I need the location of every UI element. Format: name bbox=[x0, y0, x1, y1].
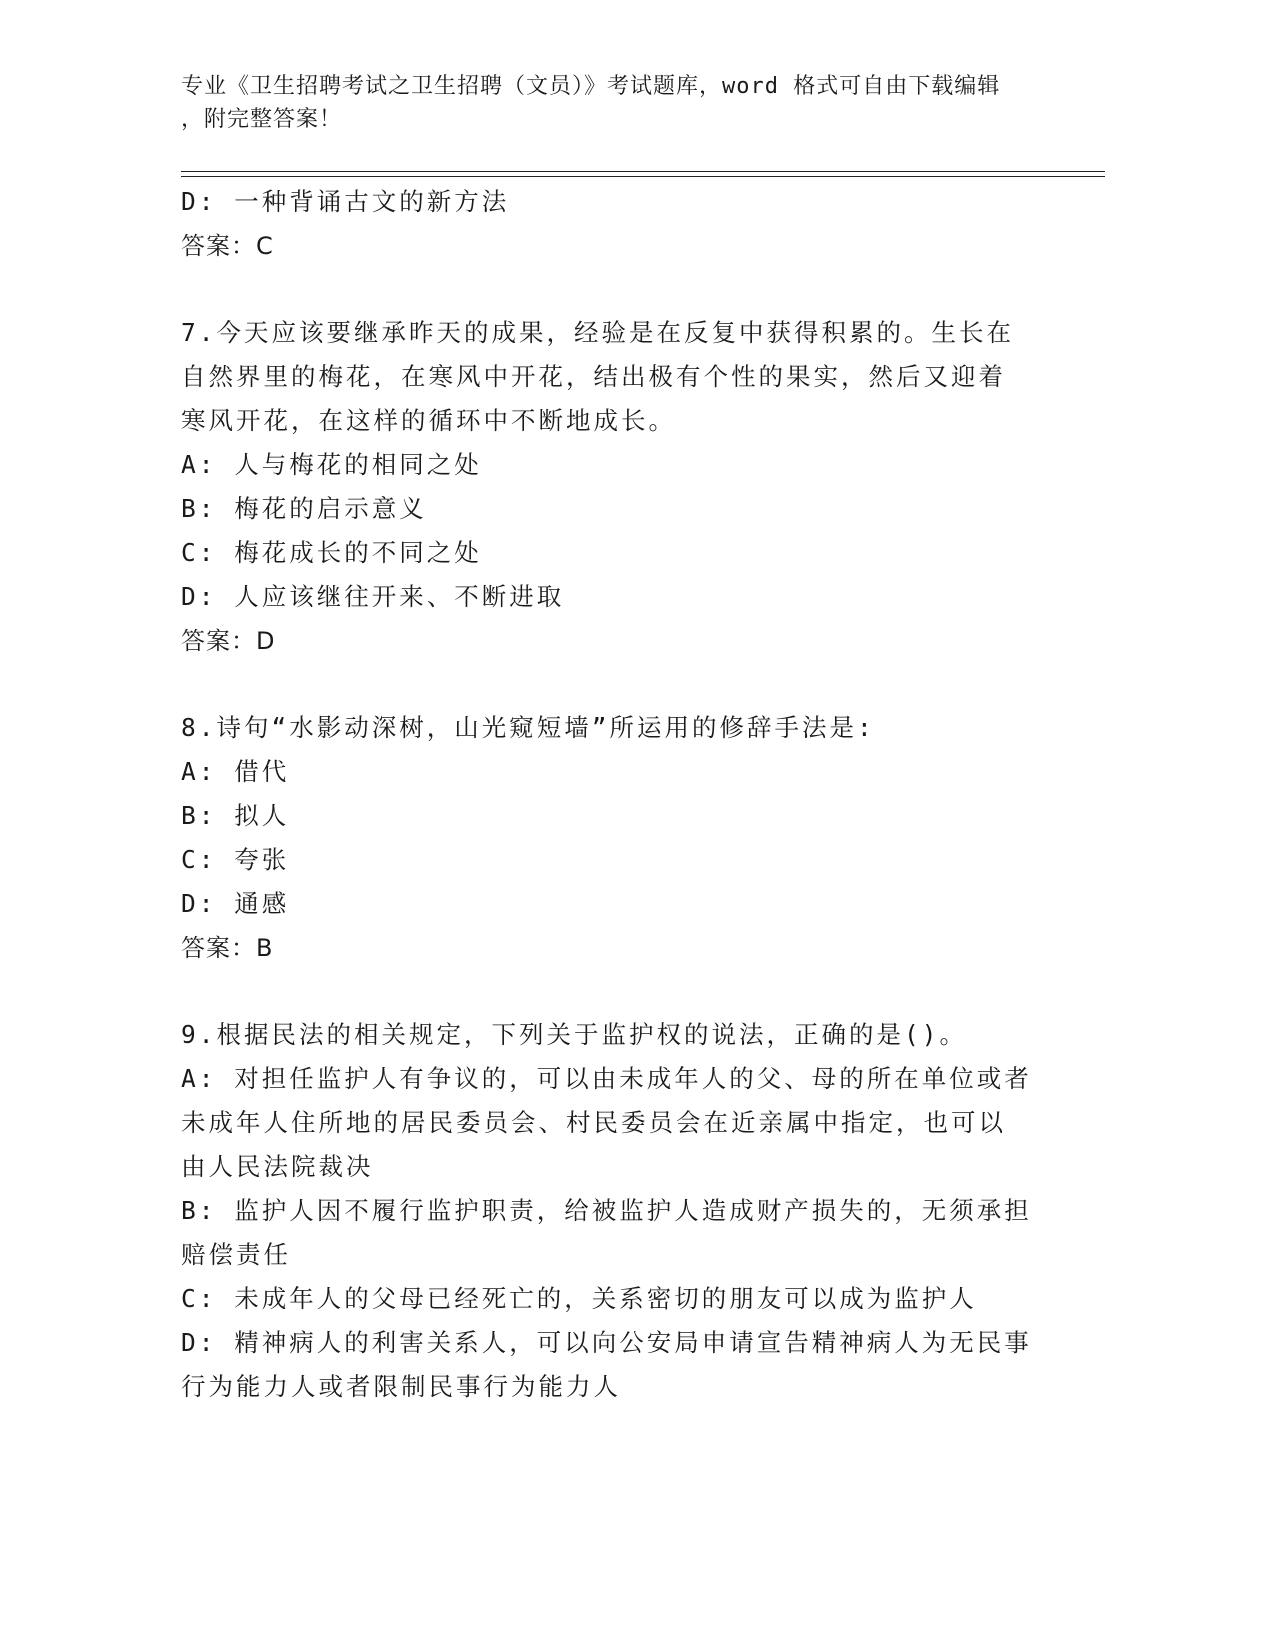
document-header bbox=[181, 70, 1061, 136]
question-block bbox=[181, 706, 1061, 970]
option-line: C: 未成年人的父母已经死亡的，关系密切的朋友可以成为监护人 bbox=[181, 1284, 977, 1313]
option-line: C: 梅花成长的不同之处 bbox=[181, 538, 482, 567]
option-line: B: 梅花的启示意义 bbox=[181, 494, 427, 523]
question-block bbox=[181, 180, 1061, 268]
question-block bbox=[181, 1013, 1061, 1409]
header-divider-top bbox=[181, 171, 1105, 172]
option-line: B: 拟人 bbox=[181, 801, 290, 830]
question-text-line: 9.根据民法的相关规定，下列关于监护权的说法，正确的是()。 bbox=[181, 1020, 967, 1049]
spacer bbox=[181, 268, 1061, 311]
answer-line: 答案：C bbox=[181, 232, 274, 260]
spacer bbox=[181, 663, 1061, 706]
option-line: 未成年人住所地的居民委员会、村民委员会在近亲属中指定，也可以 bbox=[181, 1108, 1006, 1137]
option-line: D: 人应该继往开来、不断进取 bbox=[181, 582, 565, 611]
option-line: 赔偿责任 bbox=[181, 1240, 291, 1269]
header-divider-bottom bbox=[181, 176, 1105, 177]
option-line: A: 对担任监护人有争议的，可以由未成年人的父、母的所在单位或者 bbox=[181, 1064, 1032, 1093]
option-line: A: 借代 bbox=[181, 757, 290, 786]
option-line: A: 人与梅花的相同之处 bbox=[181, 450, 482, 479]
question-text-line: 7.今天应该要继承昨天的成果，经验是在反复中获得积累的。生长在 bbox=[181, 318, 1014, 347]
option-line: C: 夸张 bbox=[181, 845, 290, 874]
option-line: 行为能力人或者限制民事行为能力人 bbox=[181, 1372, 621, 1401]
header-line-2: ，附完整答案！ bbox=[181, 107, 343, 132]
option-line: D: 一种背诵古文的新方法 bbox=[181, 187, 510, 216]
question-text-line: 8.诗句“水影动深树，山光窥短墙”所运用的修辞手法是: bbox=[181, 713, 875, 742]
option-line: D: 精神病人的利害关系人，可以向公安局申请宣告精神病人为无民事 bbox=[181, 1328, 1032, 1357]
answer-line: 答案：D bbox=[181, 627, 276, 655]
question-text-line: 寒风开花，在这样的循环中不断地成长。 bbox=[181, 406, 676, 435]
spacer bbox=[181, 970, 1061, 1013]
option-line: D: 通感 bbox=[181, 889, 290, 918]
option-line: B: 监护人因不履行监护职责，给被监护人造成财产损失的，无须承担 bbox=[181, 1196, 1032, 1225]
question-block bbox=[181, 311, 1061, 663]
answer-line: 答案：B bbox=[181, 934, 274, 962]
option-line: 由人民法院裁决 bbox=[181, 1152, 374, 1181]
question-content bbox=[181, 180, 1061, 1409]
header-line-1: 专业《卫生招聘考试之卫生招聘（文员）》考试题库，word 格式可自由下载编辑 bbox=[181, 74, 1001, 99]
question-text-line: 自然界里的梅花，在寒风中开花，结出极有个性的果实，然后又迎着 bbox=[181, 362, 1006, 391]
